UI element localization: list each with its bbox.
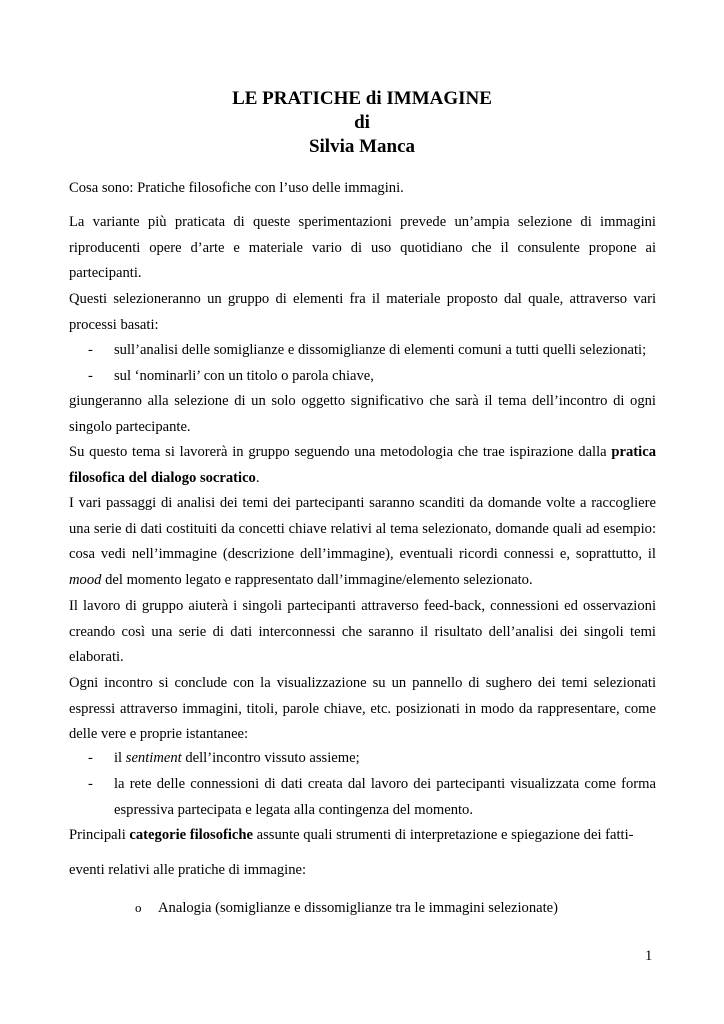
paragraph-6: Il lavoro di gruppo aiuterà i singoli partecipanti attraverso feed-back, connessioni ed osservazioni creando così una serie di dati interconnessi che saranno il risultato dell’analisi dei singoli temi elaborati. bbox=[69, 598, 656, 666]
list-marker: - bbox=[88, 368, 93, 384]
list-item bbox=[114, 746, 656, 772]
list-item: Analogia (somiglianze e dissomiglianze tra le immagini selezionate) bbox=[158, 900, 558, 916]
text-run: Principali bbox=[69, 827, 130, 843]
list-marker: - bbox=[88, 776, 93, 792]
document-title: LE PRATICHE di IMMAGINE bbox=[232, 88, 492, 109]
paragraph-4 bbox=[69, 440, 656, 491]
paragraph-3: giungeranno alla selezione di un solo oggetto significativo che sarà il tema dell’incontro di ogni singolo partecipante. bbox=[69, 393, 656, 435]
text-run: Su questo tema si lavorerà in gruppo seguendo una metodologia che trae ispirazione dalla bbox=[69, 444, 612, 460]
bold-phrase: pratica filosofica del dialogo socratico bbox=[69, 444, 656, 486]
text-run: I vari passaggi di analisi dei temi dei partecipanti saranno scanditi da domande volte a raccogliere una serie di dati costituiti da concetti chiave relativi al tema selezionato, domande quali ad esempio: cosa vedi nell’immagine (descrizione dell’immagine), eventuali ricordi connessi e, soprattutto, il bbox=[69, 495, 656, 563]
list-item: la rete delle connessioni di dati creata dal lavoro dei partecipanti visualizzata come forma espressiva partecipata e legata alla contingenza del momento. bbox=[114, 776, 656, 818]
text-run: il bbox=[114, 750, 126, 766]
bold-phrase: categorie filosofiche bbox=[129, 827, 253, 843]
list-item: sull’analisi delle somiglianze e dissomiglianze di elementi comuni a tutti quelli selezionati; bbox=[114, 342, 647, 358]
text-run: . bbox=[255, 469, 260, 486]
author-name: Silvia Manca bbox=[308, 136, 416, 157]
page-number: 1 bbox=[645, 948, 653, 964]
text-run: dell’incontro vissuto assieme; bbox=[181, 750, 360, 766]
paragraph-8 bbox=[69, 823, 656, 849]
text-run: del momento legato e rappresentato dall’immagine/elemento selezionato. bbox=[101, 571, 533, 588]
paragraph-8-continuation: eventi relativi alle pratiche di immagine: bbox=[69, 862, 307, 878]
definition-line: Cosa sono: Pratiche filosofiche con l’uso delle immagini. bbox=[69, 180, 404, 196]
text-run: assunte quali strumenti di interpretazione e spiegazione dei fatti- bbox=[253, 827, 634, 843]
list-marker: - bbox=[88, 750, 93, 766]
title-connector: di bbox=[354, 112, 370, 133]
paragraph-2: Questi selezioneranno un gruppo di elementi fra il materiale proposto dal quale, attraverso vari processi basati: bbox=[69, 291, 656, 333]
paragraph-7: Ogni incontro si conclude con la visualizzazione su un pannello di sughero dei temi selezionati espressi attraverso immagini, titoli, parole chiave, etc. posizionati in modo da rappresentare, come delle vere e proprie istantanee: bbox=[69, 675, 656, 743]
italic-word: mood bbox=[69, 571, 102, 588]
circle-bullet-icon: o bbox=[135, 900, 142, 915]
paragraph-5 bbox=[69, 491, 656, 593]
paragraph-1: La variante più praticata di queste sperimentazioni prevede un’ampia selezione di immagini riproducenti opere d’arte e materiale vario di uso quotidiano che il consulente propone ai partecipanti. bbox=[69, 214, 656, 282]
list-marker: - bbox=[88, 342, 93, 358]
italic-word: sentiment bbox=[125, 750, 182, 766]
list-item: sul ‘nominarli’ con un titolo o parola chiave, bbox=[114, 368, 374, 384]
